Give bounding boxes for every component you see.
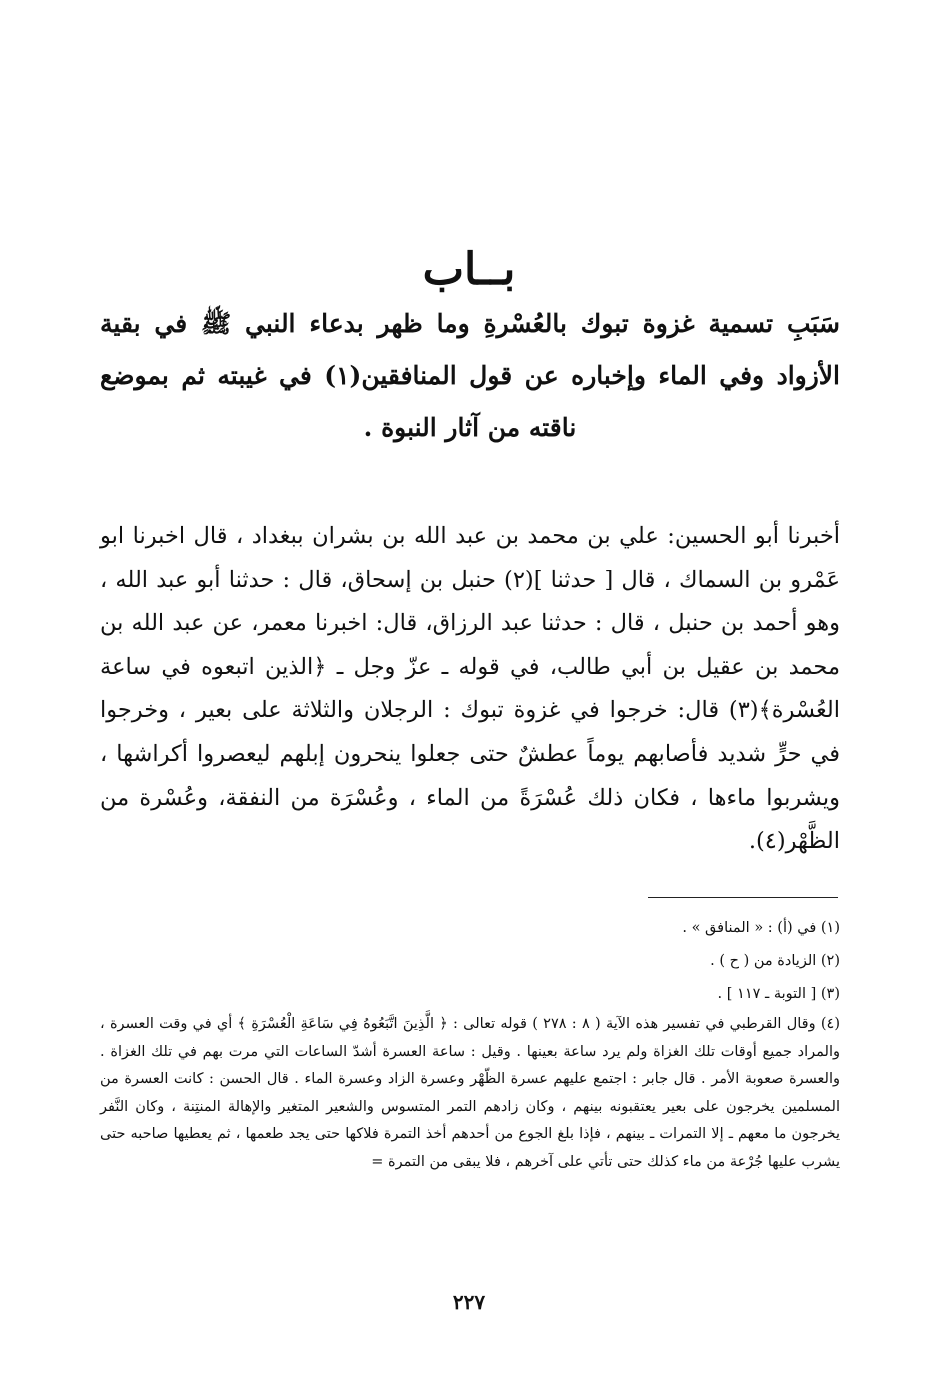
footnote-4-body	[100, 1011, 840, 1176]
page-number: ٢٢٧	[452, 1290, 486, 1314]
footnotes-list	[100, 912, 840, 1176]
footnote-4-marker: (٤)	[820, 1016, 840, 1032]
footnote-1: (١) في (أ) : « المنافق » .	[682, 920, 840, 936]
footnote-4	[100, 1011, 840, 1176]
main-paragraph: أخبرنا أبو الحسين: علي بن محمد بن عبد الله بن بشران ببغداد ، قال اخبرنا ابو عَمْرو بن السماك ، قال [ حدثنا ](٢) حنبل بن إسحاق، قال : حدثنا أبو عبد الله ، وهو أحمد بن حنبل ، قال : حدثنا عبد الرزاق، قال: اخبرنا معمر، عن عبد الله بن محمد بن عقيل بن أبي طالب، في قوله ـ عزّ وجل ـ ﴿الذين اتبعوه في ساعة العُسْرة﴾(٣) قال: خرجوا في غزوة تبوك : الرجلان والثلاثة على بعير ، وخرجوا في حرٍّ شديد فأصابهم يوماً عطشٌ حتى جعلوا ينحرون إبلهم ليعصروا أكراشها ، ويشربوا ماءها ، فكان ذلك عُسْرَةً من الماء ، وعُسْرَة من النفقة، وعُسْرة من الظَّهْر(٤).	[100, 523, 840, 855]
footnote-3: (٣) [ التوبة ـ ١١٧ ] .	[717, 986, 840, 1002]
chapter-subtitle: سَبَبِ تسمية غزوة تبوك بالعُسْرةِ وما ظهر بدعاء النبي ﷺ في بقية الأزواد وفي الماء وإخباره عن قول المنافقين(١) في غيبته ثم بموضع ناقته من آثار النبوة .	[100, 309, 840, 442]
chapter-heading: بــاب	[422, 244, 516, 295]
footnote-4-text: وقال القرطبي في تفسير هذه الآية ( ٨ : ٢٧٨ ) قوله تعالى : ﴿ الَّذِينَ اتَّبَعُوهُ فِي سَاعَةِ الْعُسْرَةِ ﴾ أي في وقت العسرة ، والمراد جميع أوقات تلك الغزاة ولم يرد ساعة بعينها . وقيل : ساعة العسرة أشدّ الساعات التي مرت بهم في تلك الغزاة . والعسرة صعوبة الأمر . قال جابر : اجتمع عليهم عسرة الظّهْر وعسرة الزاد وعسرة الماء . قال الحسن : كانت العسرة من المسلمين يخرجون على بعير يعتقبونه بينهم ، وكان زادهم التمر المتسوس والشعير المتغير والإهالة المنتِنة ، وكان النَّفر يخرجون ما معهم ـ إلا التمرات ـ بينهم ، فإذا بلغ الجوع من أحدهم أخذ التمرة فلاكها حتى يجد طعمها ، ثم يعطيها صاحبه حتى يشرب عليها جُرْعة من ماء كذلك حتى تأتي على آخرهم ، فلا يبقى من التمرة =	[100, 1016, 840, 1170]
footnote-2: (٢) الزيادة من ( ح ) .	[710, 953, 840, 969]
footnote-divider	[648, 897, 838, 898]
